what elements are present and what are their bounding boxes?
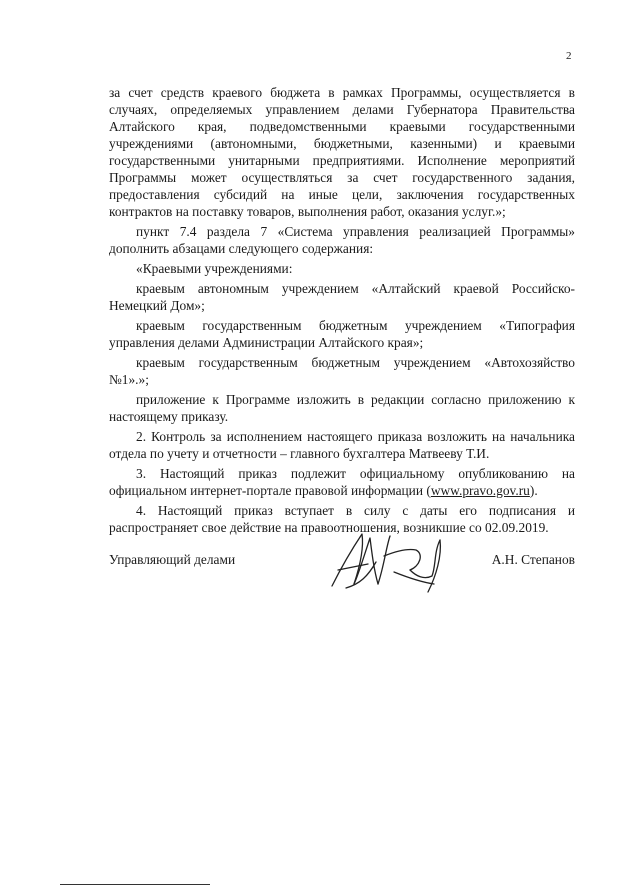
page-number: 2	[566, 50, 572, 62]
paragraph-point-7-4: пункт 7.4 раздела 7 «Система управления реализацией Программы» дополнить абзацами следующего содержания:	[109, 224, 575, 256]
signature-block	[109, 548, 575, 588]
publication-text-end: ).	[529, 483, 538, 498]
paragraph-russian-german-house: краевым автономным учреждением «Алтайский краевой Российско-Немецкий Дом»;	[109, 281, 575, 313]
paragraph-appendix: приложение к Программе изложить в редакции согласно приложению к настоящему приказу.	[109, 392, 575, 424]
document-body	[109, 84, 575, 536]
paragraph-effective-date: 4. Настоящий приказ вступает в силу с даты его подписания и распространяет свое действие на правоотношения, возникшие со 02.09.2019.	[109, 503, 575, 535]
handwritten-signature	[324, 526, 454, 598]
signatory-title: Управляющий делами	[109, 552, 236, 567]
pravo-gov-link[interactable]: www.pravo.gov.ru	[430, 483, 530, 498]
publication-text: 3. Настоящий приказ подлежит официальному опубликованию на официальном интернет-портале правовой информации (	[109, 466, 575, 498]
paragraph-funding: за счет средств краевого бюджета в рамках Программы, осуществляется в случаях, определяемых управлением делами Губернатора Правительства Алтайского края, подведомственными краевыми государственными учреждениями (автономными, бюджетными, казенными) и краевыми государственными унитарными предприятиями. Исполнение мероприятий Программы может осуществляться за счет государственного задания, предоставления субсидий на иные цели, заключения государственных контрактов на поставку товаров, выполнения работ, оказания услуг.»;	[109, 85, 575, 219]
footer-divider	[60, 884, 210, 885]
signatory-name: А.Н. Степанов	[491, 552, 575, 567]
paragraph-autobase: краевым государственным бюджетным учреждением «Автохозяйство №1».»;	[109, 355, 575, 387]
paragraph-control: 2. Контроль за исполнением настоящего приказа возложить на начальника отдела по учету и отчетности – главного бухгалтера Матвееву Т.И.	[109, 429, 575, 461]
paragraph-publication	[109, 465, 575, 499]
paragraph-printing-house: краевым государственным бюджетным учреждением «Типография управления делами Администрации Алтайского края»;	[109, 318, 575, 350]
paragraph-regional-institutions: «Краевыми учреждениями:	[136, 261, 293, 276]
